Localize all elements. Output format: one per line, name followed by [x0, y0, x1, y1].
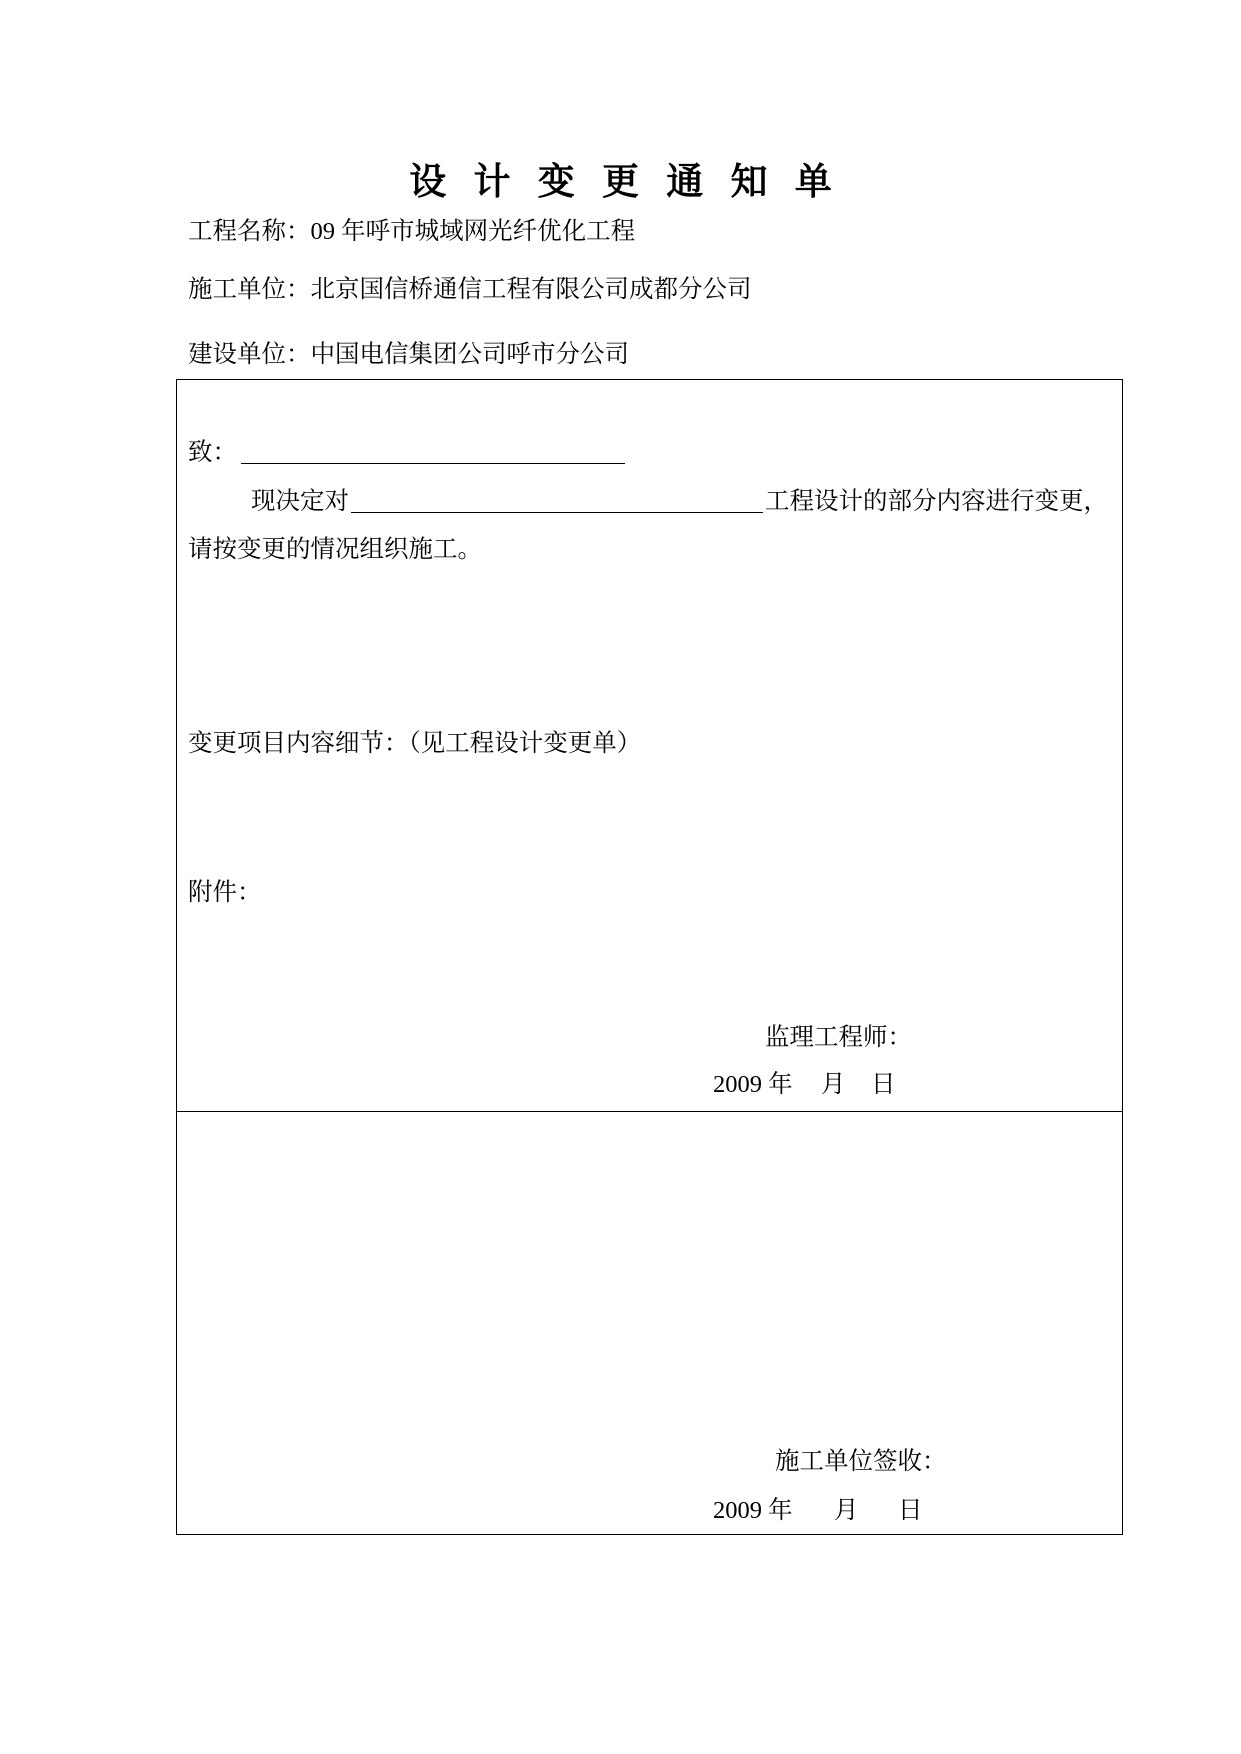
project-blank: [351, 512, 763, 513]
instruction-text: 请按变更的情况组织施工。: [188, 536, 482, 563]
receipt-date-year: 2009 年: [713, 1497, 793, 1524]
recipient-blank: [241, 463, 625, 464]
construction-unit-label: 施工单位：: [188, 276, 311, 303]
attachment-label: 附件：: [188, 879, 262, 906]
owner-unit-row: [188, 342, 629, 367]
notice-date-month: 月: [821, 1071, 846, 1098]
receipt-date-month: 月: [834, 1497, 859, 1524]
construction-unit-value: 北京国信桥通信工程有限公司成都分公司: [310, 276, 752, 303]
project-name-label: 工程名称：: [188, 218, 311, 245]
receipt-signature-label: 施工单位签收：: [775, 1448, 947, 1475]
owner-unit-label: 建设单位：: [188, 341, 311, 368]
project-name-row: [188, 219, 635, 244]
receipt-date-day: 日: [898, 1497, 923, 1524]
change-details: 变更项目内容细节：（见工程设计变更单）: [188, 730, 642, 757]
owner-unit-value: 中国电信集团公司呼市分公司: [310, 341, 629, 368]
document-title: 设 计 变 更 通 知 单: [409, 162, 841, 203]
supervisor-signature-label: 监理工程师：: [765, 1024, 912, 1051]
receipt-box: [176, 1111, 1123, 1535]
construction-unit-row: [188, 277, 752, 302]
notice-date-year: 2009 年: [713, 1071, 793, 1098]
to-label: 致：: [188, 439, 237, 466]
decision-suffix: 工程设计的部分内容进行变更，: [765, 488, 1108, 515]
notice-date-day: 日: [871, 1071, 896, 1098]
project-name-value: 09 年呼市城域网光纤优化工程: [310, 218, 636, 245]
decision-prefix: 现决定对: [251, 488, 349, 515]
